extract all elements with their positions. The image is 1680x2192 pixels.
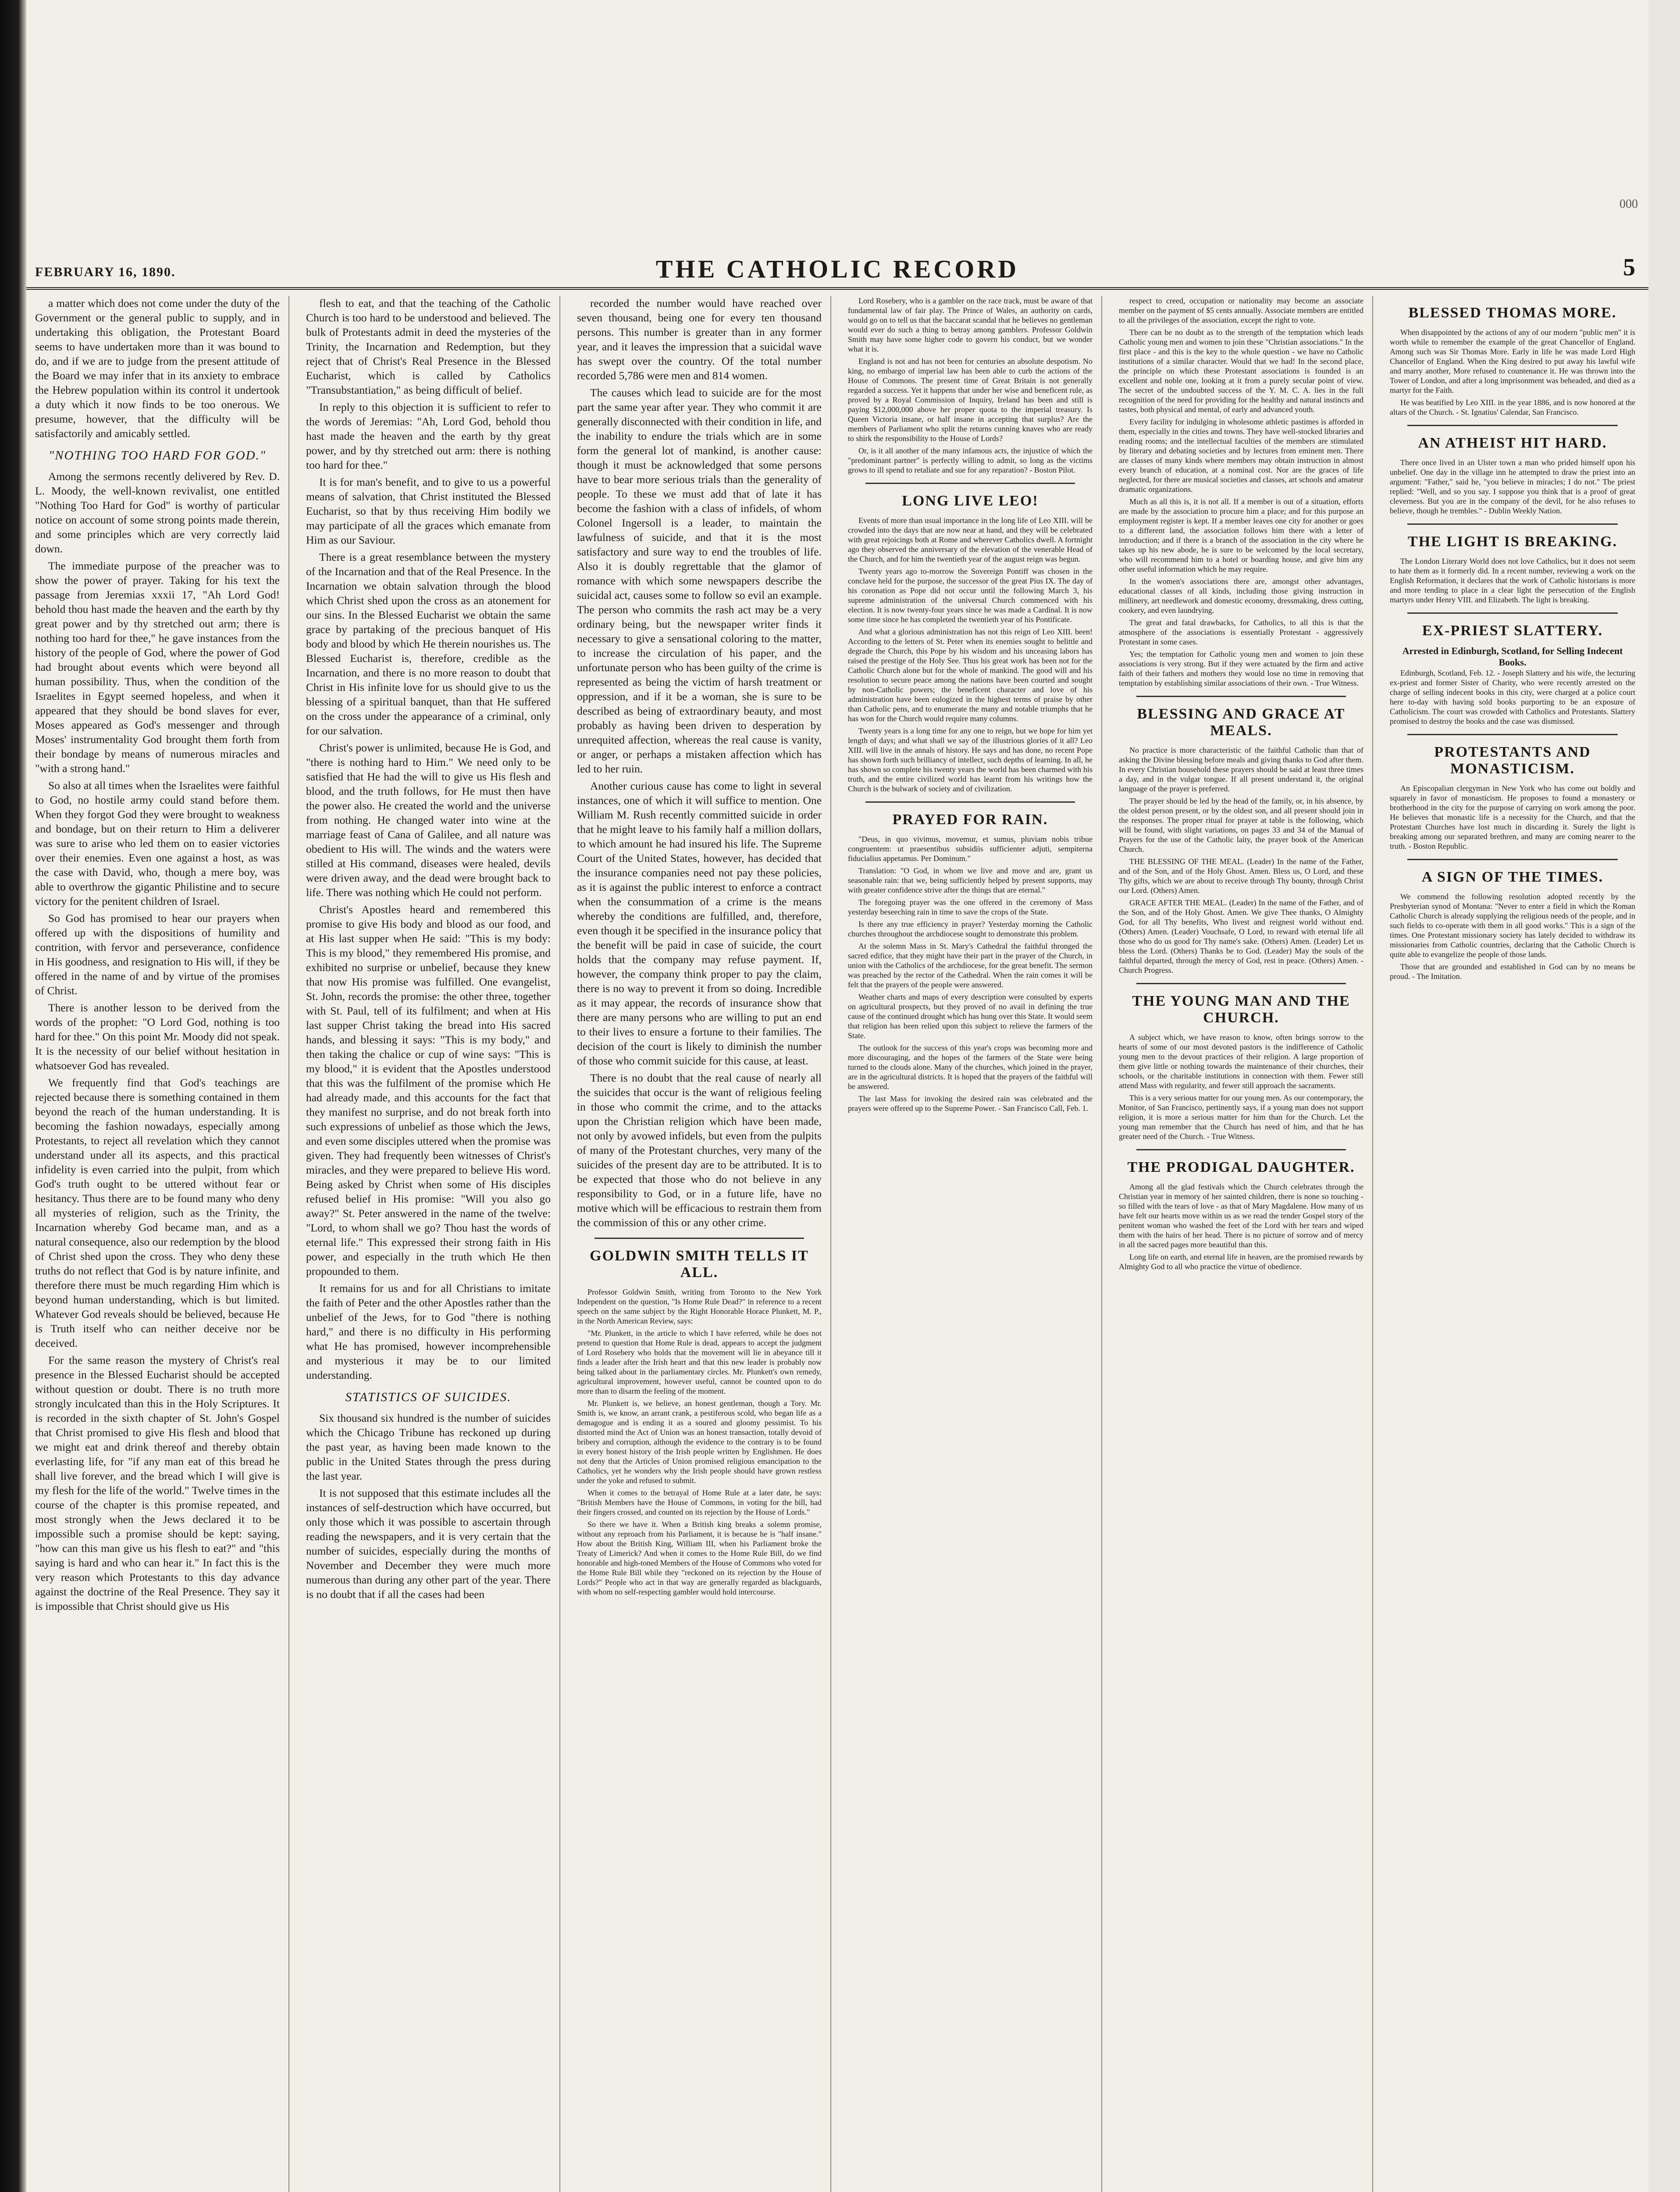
article-paragraph: There once lived in an Ulster town a man who prided himself upon his unbelief. One day in the village inn he attempted to draw the priest into an argument: "Father," said he, "you believe in miracles; I do not." The priest replied: "Well, and so you say. I suppose you think that is a proof of great cleverness. But you are in the company of the devil, for he also refuses to believe, though he trembles." - Dublin Weekly Nation. [1390, 458, 1635, 515]
article-paragraph: There is another lesson to be derived from the words of the prophet: "O Lord God, nothing is too hard for thee." On this point Mr. Moody did not speak. It is the necessity of our belief without hesitation in whatsoever God has revealed. [35, 1001, 280, 1072]
article-paragraph: Lord Rosebery, who is a gambler on the race track, must be aware of that fundamental law of fair play. The Prince of Wales, an authority on cards, would go on to tell us that the baccarat scandal that he believes no gentleman would ever do such a thing to betray among gamblers. Professor Goldwin Smith may have some higher code to govern his conduct, but we wonder what it is. [848, 296, 1093, 353]
newspaper-title: THE CATHOLIC RECORD [655, 255, 1019, 283]
article-paragraph: When disappointed by the actions of any of our modern "public men" it is worth while to remember the example of the great Chancellor of England. Among such was Sir Thomas More. Early in life he was made Lord High Chancellor of England. When the King desired to put away his lawful wife and marry another, More refused to countenance it. He was thrown into the Tower of London, and after a long imprisonment was beheaded, and died as a martyr for the Faith. [1390, 328, 1635, 395]
article-paragraph: The causes which lead to suicide are for the most part the same year after year. They who commit it are generally disconnected with their condition in life, and the inability to endure the trials which are in some form the general lot of mankind, is another cause: though it must be acknowledged that some persons have to bear more serious trials than the generality of people. To these we must add that of late it has become the fashion with a class of infidels, of whom Colonel Ingersoll is a leader, to maintain the lawfulness of suicide, and that it is the most satisfactory and sure way to end the troubles of life. Also it is doubly regrettable that the glamor of romance with which some newspapers describe the suicidal act, causes some to follow so evil an example. The person who commits the rash act may be a very ordinary being, but the newspaper writer finds it necessary to give a sensational coloring to the matter, to increase the circulation of his paper, and the unfortunate person who has been guilty of the crime is represented as being the victim of harsh treatment or oppression, and if it be a woman, she is sure to be described as being of extraordinary beauty, and most probably as having been driven to desperation by unrequited affection, whereas the real cause is vanity, or anger, or perhaps a mistaken affection which has led to her ruin. [577, 386, 822, 775]
article-paragraph: There is a great resemblance between the mystery of the Incarnation and that of the Real Presence. In the Incarnation we obtain salvation through the blood which Christ shed upon the cross as an atonement for our sins. In the Blessed Eucharist we obtain the same grace by partaking of the precious banquet of His body and blood by which He therein nourishes us. The Blessed Eucharist is, therefore, credible as the Incarnation, and there is no more reason to doubt that Christ in His infinite love for us should give to us the blessing of a spiritual banquet, than that He suffered on the cross under the appearance of a criminal, only for our salvation. [306, 551, 551, 737]
article-paragraph: Christ's Apostles heard and remembered this promise to give His body and blood as our food, and at His last supper when He said: "This is my body: This is my blood," they remembered His promise, and exhibited no surprise or unbelief, because they knew that now His promise was fulfilled. One evangelist, St. John, records the promise: the other three, together with St. Paul, tell of its fulfilment; and when at His last supper Christ taking the bread into His sacred hands, and blessing it says: "This is my body," and then taking the chalice or cup of wine says: "This is my blood," it is evident that the Apostles understood that this was the fulfilment of the promise which He had already made, and this accounts for the fact that they manifest no surprise, and do not break forth into such expressions of unbelief as those which the Jews, and even some disciples uttered when the promise was given. They had frequently been witnesses of Christ's miracles, and they were prepared to believe His word. Being asked by Christ when some of His disciples refused belief in His promise: "Will you also go away?" St. Peter answered in the name of the twelve: "Lord, to whom shall we go? Thou hast the words of eternal life." This expressed their strong faith in His power, and especially in the truth which He then propounded to them. [306, 903, 551, 1277]
article-paragraph: "Mr. Plunkett, in the article to which I have referred, while he does not pretend to question that Home Rule is dead, appears to accept the judgment of Lord Rosebery who holds that the movement will lie in abeyance till it finds a leader after the Irish heart and that this new leader is probably now being talked about in the parliamentary circles. Mr. Plunkett's own remedy, agricultural improvement, however useful, cannot be counted upon to do more than to disarm the feeling of the moment. [577, 1329, 822, 1395]
article-paragraph: Yes; the temptation for Catholic young men and women to join these associations is very strong. But if they were actuated by the firm and active faith of their fathers and mothers they would lose no time in removing that temptation by establishing similar associations of their own. - True Witness. [1119, 650, 1363, 687]
article-paragraph: The foregoing prayer was the one offered in the ceremony of Mass yesterday beseeching rain in time to save the crops of the State. [848, 898, 1093, 916]
column-6 [1385, 296, 1644, 2192]
article-paragraph: Six thousand six hundred is the number of suicides which the Chicago Tribune has reckoned up during the past year, as having been made known to the public in the United States through the press during the last year. [306, 1412, 551, 1482]
article-paragraph: The immediate purpose of the preacher was to show the power of prayer. Taking for his text the passage from Jeremias xxxii 17, "Ah Lord God! behold thou hast made the heaven and the earth by thy great power and by thy stretched out arm; there is nothing too hard for thee," he gave instances from the history of the people of God, where the power of God had brought about events which were beyond all human possibility. Thus, when the condition of the Israelites in Egypt seemed hopeless, and when it appeared that they should be bond slaves for ever, Moses appeared as God's messenger and through Moses' instrumentality God brought them forth from their bondage by means of numerous miracles and "with a strong hand." [35, 559, 280, 775]
article-headline: BLESSED THOMAS MORE. [1408, 305, 1617, 321]
article-headline: A SIGN OF THE TIMES. [1421, 869, 1604, 885]
article-paragraph: The great and fatal drawbacks, for Catholics, to all this is that the atmosphere of the associations is essentially Protestant - aggressively Protestant in some cases. [1119, 618, 1363, 646]
article-paragraph: This is a very serious matter for our young men. As our contemporary, the Monitor, of San Francisco, pertinently says, if a young man does not support religion, it is more a serious matter for him than for the Church. Let the young man remember that the Church has need of him, and that he has greater need of the Church. - True Witness. [1119, 1093, 1363, 1141]
issue-date: FEBRUARY 16, 1890. [35, 265, 176, 279]
article-paragraph: In the women's associations there are, amongst other advantages, educational classes of all kinds, including those giving instruction in millinery, art needlework and domestic economy, dressmaking, dress cutting, cookery, and even laundrying. [1119, 577, 1363, 615]
section-divider [1407, 612, 1618, 614]
article-paragraph: Or, is it all another of the many infamous acts, the injustice of which the "predominant partner" is perfectly willing to admit, so long as the victims grows to ill spend to retaliate and sue for any reparation? - Boston Pilot. [848, 446, 1093, 474]
masthead [26, 246, 1648, 290]
article-paragraph: Among all the glad festivals which the Church celebrates through the Christian year in memory of her sainted children, there is none so touching - so filled with the tears of love - as that of Mary Magdalene. How many of us have felt our hearts move within us as we read the tender Gospel story of the penitent woman who washed the feet of the Lord with her tears and wiped them with the hairs of her head. There is no picture of sorrow and of mercy in all the sacred pages more beautiful than this. [1119, 1182, 1363, 1249]
article-headline: STATISTICS OF SUICIDES. [345, 1390, 512, 1404]
article-headline: THE LIGHT IS BREAKING. [1408, 534, 1617, 550]
article-headline: PRAYED FOR RAIN. [892, 811, 1048, 828]
article-paragraph: Weather charts and maps of every description were consulted by experts on agricultural prospects, but they proved of no avail in defining the true cause of the continued drought which has hung over this State. It would seem that religion has been relied upon this subject to relieve the farmers of the State. [848, 993, 1093, 1040]
article-headline: THE YOUNG MAN AND THE CHURCH. [1132, 993, 1350, 1026]
article-paragraph: flesh to eat, and that the teaching of the Catholic Church is too hard to be understood and believed. The bulk of Protestants admit in deed the mysteries of the Trinity, the Incarnation and Redemption, but they reject that of Christ's Real Presence in the Blessed Eucharist, which is called by Catholics "Transubstantiation," as being difficult of belief. [306, 297, 551, 396]
column-4 [844, 296, 1102, 2192]
article-paragraph: For the same reason the mystery of Christ's real presence in the Blessed Eucharist should be accepted without question or doubt. There is no truth more strongly inculcated than this in the Holy Scriptures. It is recorded in the sixth chapter of St. John's Gospel that Christ promised to give His flesh and blood that we might eat and drink thereof and thereby obtain everlasting life, for "if any man eat of this bread he shall live forever, and the bread which I will give is my flesh for the life of the world." Twelve times in the course of the chapter is this promise repeated, and most strongly when the Jews declared it to be impossible such a promise should be kept: saying, "how can this man give us his flesh to eat?" and "this saying is hard and who can hear it." In fact this is the very reason which Protestants to this day advance against the doctrine of the Real Presence. They say it is impossible that Christ should give us His [35, 1354, 280, 1612]
article-paragraph: There can be no doubt as to the strength of the temptation which leads Catholic young men and women to join these "Christian associations." In the first place - and this is the key to the whole question - we have no Catholic institutions of a similar character. Would that we had! In the second place, the principle on which these Protestant associations is founded is an excellent and noble one, looking at it from a purely secular point of view. The secret of the undoubted success of the Y. M. C. A. lies in the full recognition of the need for providing for the healthy and natural instincts and tastes, both physical and mental, of early and advanced youth. [1119, 328, 1363, 414]
corner-mark: 000 [1619, 197, 1638, 211]
article-paragraph: We commend the following resolution adopted recently by the Presbyterian synod of Montana: "Never to enter a field in which the Roman Catholic Church is already supplying the religious needs of the people, and in such fields to co-operate with them in all good works." This is a sign of the times. One Protestant missionary society has lately decided to withdraw its missionaries from Catholic countries, declaring that the Catholic Church is quite able to evangelize the people of those lands. [1390, 892, 1635, 959]
article-paragraph: "Deus, in quo vivimus, movemur, et sumus, pluviam nobis tribue congruentem: ut praesentibus subsidiis sufficienter adjuti, sempiterna fiducialius appetamus. Per Dominum." [848, 835, 1093, 863]
article-paragraph: No practice is more characteristic of the faithful Catholic than that of asking the Divine blessing before meals and giving thanks to God after them. In every Christian household these prayers should be said at least three times a day, and in the vulgar tongue. If all present understand it, the original language of the prayer is preferred. [1119, 746, 1363, 793]
article-paragraph: The London Literary World does not love Catholics, but it does not seem to hate them as it formerly did. In a recent number, reviewing a work on the English Reformation, it declares that the work of Catholic historians is more and more tending to place in a clear light the persecution of the English martyrs under Henry VIII. and Elizabeth. The light is breaking. [1390, 557, 1635, 604]
article-paragraph: England is not and has not been for centuries an absolute despotism. No king, no embargo of imperial law has been able to curb the actions of the House of Commons. The present time of Great Britain is not generally regarded a success. Yet it happens that under her wise and beneficent rule, as proved by a Royal Commission of Inquiry, Ireland has been and still is paying $12,000,000 above her proper quota to the imperial treasury. Is Queen Victoria insane, or half insane in accepting that surplus? Are the members of Parliament who split the returns cunning knaves who are ready to shirk the responsibility to the House of Lords? [848, 357, 1093, 443]
article-paragraph: THE BLESSING OF THE MEAL. (Leader) In the name of the Father, and of the Son, and of the Holy Ghost. Amen. Bless us, O Lord, and these Thy gifts, which we are about to receive through Thy bounty, through Christ our Lord. (Others) Amen. [1119, 857, 1363, 895]
article-subheadline: Arrested in Edinburgh, Scotland, for Selling Indecent Books. [1402, 645, 1623, 668]
page-number: 5 [1623, 254, 1635, 281]
article-paragraph: A subject which, we have reason to know, often brings sorrow to the hearts of some of our most devoted pastors is the indifference of Catholic young men to the devout practices of their religion. A large proportion of them give little or nothing towards the maintenance of their churches, their schools, or the charitable institutions in connection with them. Fewer still attend Mass with regularity, and fewer still approach the sacraments. [1119, 1033, 1363, 1090]
section-divider [1407, 859, 1618, 860]
article-headline: "NOTHING TOO HARD FOR GOD." [49, 448, 266, 463]
article-columns [31, 296, 1644, 2192]
article-paragraph: He was beatified by Leo XIII. in the year 1886, and is now honored at the altars of the Church. - St. Ignatius' Calendar, San Francisco. [1390, 398, 1635, 416]
section-divider [1136, 983, 1346, 984]
article-paragraph: It is for man's benefit, and to give to us a powerful means of salvation, that Christ instituted the Blessed Eucharist, so that by thus receiving Him bodily we may participate of all the graces which emanate from Him as our Saviour. [306, 476, 551, 546]
article-paragraph: So there we have it. When a British king breaks a solemn promise, without any reproach from his Parliament, it is because he is "half insane." How about the British King, William III, when his Parliament broke the Treaty of Limerick? And when it comes to the Home Rule Bill, do we find honorable and high-toned Members of the House of Commons who voted for the Home Rule Bill while they "reckoned on its rejection by the House of Lords?" People who act in that way are generally regarded as blackguards, with whom no self-respecting gambler would hold intercourse. [577, 1520, 822, 1596]
article-paragraph: And what a glorious administration has not this reign of Leo XIII. been! According to the letters of St. Peter when its enemies sought to belittle and degrade the Church, this Pope by his wisdom and his unceasing labors has raised the prestige of the Holy See. Thus his great work has been not for the Catholic Church alone but for the whole of mankind. The good will and his resolution to secure peace among the nations have been courted and sought by non-Catholic powers; the beneficent character and love of his administration have been eulogized in the highest terms of praise by other than Catholic pens, and to enumerate the many and notable triumphs that he has won for the Church would require many columns. [848, 627, 1093, 723]
article-headline: AN ATHEIST HIT HARD. [1418, 435, 1607, 451]
newspaper-page [26, 0, 1648, 2192]
article-paragraph: Professor Goldwin Smith, writing from Toronto to the New York Independent on the question, "Is Home Rule Dead?" in reference to a recent speech on the same subject by the Right Honorable Horace Plunkett, M. P., in the North American Review, says: [577, 1288, 822, 1325]
article-paragraph: We frequently find that God's teachings are rejected because there is something contained in them beyond the reach of the human understanding. It is becoming the fashion nowadays, especially among Protestants, to reject all revelation which they cannot understand under all its aspects, and this practical infidelity is even carried into the pulpit, from which God's truth ought to be uttered without fear or hesitancy. Thus there are to be found many who deny all mysteries of religion, such as the Trinity, the Incarnation whereby God became man, and as a natural consequence, also our redemption by the blood of Christ shed upon the cross. They who deny these truths do not reflect that God is by nature infinite, and therefore there must be much regarding Him which is beyond human understanding, which is but limited. Whatever God reveals should be believed, because He is Truth itself who can neither deceive nor be deceived. [35, 1076, 280, 1349]
article-headline: LONG LIVE LEO! [902, 493, 1039, 509]
article-paragraph: recorded the number would have reached over seven thousand, being one for every ten thousand persons. This number is greater than in any former year, and it leaves the impression that a suicidal wave has swept over the country. Of the total number recorded 5,786 were men and 814 women. [577, 297, 822, 382]
article-paragraph: So God has promised to hear our prayers when offered up with the dispositions of humility and contrition, with fervor and perseverance, confidence in His goodness, and resignation to His will, if they be offered in the name of and by virtue of the promises of Christ. [35, 912, 280, 997]
section-divider [594, 1238, 804, 1239]
article-paragraph: The outlook for the success of this year's crops was becoming more and more discouraging, and the hopes of the farmers of the State were being turned to the clouds alone. Many of the churches, which joined in the prayer, are in the agricultural districts. It is hoped that the prayers of the faithful will be answered. [848, 1043, 1093, 1091]
article-headline: EX-PRIEST SLATTERY. [1422, 623, 1603, 639]
article-paragraph: Translation: "O God, in whom we live and move and are, grant us seasonable rain: that we, being sufficiently helped by present supports, may with greater confidence strive after the things that are eternal." [848, 866, 1093, 894]
article-headline: GOLDWIN SMITH TELLS IT ALL. [590, 1248, 809, 1281]
article-paragraph: There is no doubt that the real cause of nearly all the suicides that occur is the want of religious feeling in those who commit the crime, and to the attacks upon the Christian religion which have been made, not only by avowed infidels, but even from the pulpits of many of the Protestant churches, very many of the suicides of the present day are to be attributed. It is to be expected that those who do not believe in any responsibility to God, or in a future life, have no motive which will be efficacious to restrain them from the commission of this or any other crime. [577, 1071, 822, 1229]
article-paragraph: Edinburgh, Scotland, Feb. 12. - Joseph Slattery and his wife, the lecturing ex-priest and former Sister of Charity, who were recently arrested on the charge of selling indecent books in this city, were charged at a police court here to-day with having sold books purporting to be an exposure of Catholicism. The court was crowded with Catholics and Protestants. Slattery promised to destroy the books and the case was dismissed. [1390, 669, 1635, 726]
column-1 [31, 296, 289, 2192]
article-paragraph: Much as all this is, it is not all. If a member is out of a situation, efforts are made by the association to procure him a place; and for this purpose an employment register is kept. If a member leaves one city for another or goes to a different land, the association follows him there with a letter of introduction; and if there is a branch of the association in the city where he takes up his new abode, he is sure to be welcomed by the local secretary, who will recommend him to a hotel or boarding house, and give him any other useful information which he may require. [1119, 497, 1363, 573]
article-paragraph: a matter which does not come under the duty of the Government or the general public to supply, and in undertaking this obligation, the Protestant Board seems to have undertaken more than it was bound to do, and if we are to judge from the present attitude of the Board we may infer that in its anxiety to embrace the Hebrew population within its control it undertook a duty which it now finds to be too onerous. We presume, however, that the difficulty will be satisfactorily and amicably settled. [35, 297, 280, 440]
article-headline: THE PRODIGAL DAUGHTER. [1127, 1159, 1355, 1175]
article-paragraph: Twenty years ago to-morrow the Sovereign Pontiff was chosen in the conclave held for the purpose, the successor of the great Pius IX. The day of his coronation as Pope did not occur until the following March 3, his supreme administration of the universal Church commenced with his election. It is now twenty-four years since he was made a Cardinal. It is now some time since he has completed the twentieth year of his Pontificate. [848, 567, 1093, 624]
article-paragraph: So also at all times when the Israelites were faithful to God, no hostile army could stand before them. When they forgot God they were brought to weakness and bondage, but on their return to Him a deliverer was sure to arise who led them on to easier victories over their enemies. Even one against a host, as was the case with David, who, though a mere boy, was able to overthrow the gigantic Philistine and to secure victory for the penitent children of Israel. [35, 779, 280, 907]
article-paragraph: Another curious cause has come to light in several instances, one of which it will suffice to mention. One William M. Rush recently committed suicide in order that he might leave to his family half a million dollars, to which amount he had insured his life. The Supreme Court of the United States, however, has decided that the insurance companies need not pay these policies, as it is against the public interest to enforce a contract when the consummation of a crime is the means whereby the conditions are fulfilled, and, therefore, even though it be specified in the insurance policy that the benefit will be paid in case of suicide, the court holds that the company may refuse payment. If, however, the company think proper to pay the claim, there is no way to prevent it from so doing. Incredible as it may appear, the records of insurance show that there are many persons who are willing to put an end to their lives to ensure a fortune to their families. The decision of the court is likely to diminish the number of those who commit suicide for this cause, at least. [577, 779, 822, 1067]
article-paragraph: Christ's power is unlimited, because He is God, and "there is nothing hard to Him." We need only to be satisfied that He had the will to give us His flesh and blood, and the truth follows, for He must then have the power also. He created the world and the universe from nothing. He changed water into wine at the marriage feast of Cana of Galilee, and all nature was obedient to His will. The winds and the waters were stilled at His command, diseases were healed, devils were driven away, and the dead were brought back to life. There was nothing which He could not perform. [306, 741, 551, 899]
article-paragraph: Those that are grounded and established in God can by no means be proud. - The Imitation. [1390, 962, 1635, 981]
article-paragraph: It remains for us and for all Christians to imitate the faith of Peter and the other Apostles rather than the unbelief of the Jews, for to God "there is nothing hard," and there is no difficulty in His performing what He has promised, however incomprehensible and mysterious it may be to our limited understanding. [306, 1282, 551, 1381]
section-divider [1407, 523, 1618, 525]
article-paragraph: In reply to this objection it is sufficient to refer to the words of Jeremias: "Ah, Lord God, behold thou hast made the heaven and the earth by thy great power, and by thy stretched out arm: there is nothing too hard for thee." [306, 401, 551, 471]
article-paragraph: The prayer should be led by the head of the family, or, in his absence, by the oldest person present, or by the oldest son, and all present should join in the responses. The proper ritual for prayer at table is the following, which will be found, with slight variations, on pages 33 and 34 of the Manual of Prayers for the use of the Catholic laity, the prayer book of the American Church. [1119, 797, 1363, 854]
column-3 [573, 296, 831, 2192]
scan-edge [0, 0, 26, 2192]
column-5 [1114, 296, 1373, 2192]
article-paragraph: Every facility for indulging in wholesome athletic pastimes is afforded in them, especially in the cities and towns. They have well-stocked libraries and reading rooms; and the intellectual faculties of the members are stimulated by literary and debating societies and by lectures from eminent men. There are classes of many kinds where members may obtain instruction in almost every branch of education, at a nominal cost. Nor are the graces of life neglected, for there are musical societies and classes, art schools and amateur dramatic organizations. [1119, 417, 1363, 494]
article-paragraph: respect to creed, occupation or nationality may become an associate member on the payment of $5 cents annually. Associate members are entitled to all the privileges of the association, except the right to vote. [1119, 296, 1363, 324]
column-2 [302, 296, 560, 2192]
section-divider [1407, 425, 1618, 426]
article-headline: PROTESTANTS AND MONASTICISM. [1434, 744, 1591, 777]
article-paragraph: Mr. Plunkett is, we believe, an honest gentleman, though a Tory. Mr. Smith is, we know, an arrant crank, a pestiferous scold, who began life as a demagogue and is ending it as a soured and gloomy pessimist. To his distorted mind the Act of Union was an honest transaction, totally devoid of bribery and corruption, although the evidence to the contrary is to be found in every honest history of the Irish people written by Englishmen. He does not deny that the Articles of Union promised religious emancipation to the Catholics, yet he wonders why the Irish people should have grown restless under the yoke and refused to submit. [577, 1399, 822, 1485]
article-paragraph: GRACE AFTER THE MEAL. (Leader) In the name of the Father, and of the Son, and of the Holy Ghost. Amen. We give Thee thanks, O Almighty God, for all Thy benefits, Who livest and reignest world without end. (Others) Amen. (Leader) Vouchsafe, O Lord, to reward with eternal life all those who do us good for Thy name's sake. (Others) Amen. (Leader) Let us bless the Lord. (Others) Thanks be to God. (Leader) May the souls of the faithful departed, through the mercy of God, rest in peace. (Others) Amen. - Church Progress. [1119, 898, 1363, 975]
section-divider [865, 483, 1075, 484]
article-paragraph: At the solemn Mass in St. Mary's Cathedral the faithful thronged the sacred edifice, that they might have their part in the prayer of the Church, in union with the Catholics of the archdiocese, for the great benefit. The sermon was preached by the rector of the Cathedral. When the rain comes it will be felt that the prayers of the people were answered. [848, 942, 1093, 989]
article-paragraph: Among the sermons recently delivered by Rev. D. L. Moody, the well-known revivalist, one entitled "Nothing Too Hard for God" is worthy of particular notice on account of some strong points made therein, and some principles which are very correctly laid down. [35, 470, 280, 555]
article-paragraph: The last Mass for invoking the desired rain was celebrated and the prayers were offered up to the Supreme Power. - San Francisco Call, Feb. 1. [848, 1094, 1093, 1113]
article-paragraph: An Episcopalian clergyman in New York who has come out boldly and squarely in favor of monasticism. He proposes to found a monastery or brotherhood in the city for the purpose of carrying on work among the poor. He believes that monastic life is a necessity for the Church, and that the Protestant Churches have lost much in discarding it. Surely the light is breaking among our separated brethren, and many are coming nearer to the truth. - Boston Republic. [1390, 784, 1635, 850]
section-divider [1407, 734, 1618, 735]
article-paragraph: Is there any true efficiency in prayer? Yesterday morning the Catholic churches throughout the archdiocese sought to demonstrate this problem. [848, 920, 1093, 938]
article-paragraph: Long life on earth, and eternal life in heaven, are the promised rewards by Almighty God to all who practice the virtue of obedience. [1119, 1253, 1363, 1271]
article-paragraph: Events of more than usual importance in the long life of Leo XIII. will be crowded into the days that are now near at hand, and they will be celebrated with great rejoicings both at Rome and wherever Catholics dwell. A fortnight ago they observed the anniversary of the elevation of the venerable Head of the Church, and for him the twentieth year of the august reign was begun. [848, 516, 1093, 563]
section-divider [865, 801, 1075, 803]
article-paragraph: It is not supposed that this estimate includes all the instances of self-destruction which have occurred, but only those which it was possible to ascertain through reading the newspapers, and it is very certain that the number of suicides, especially during the months of November and December they were much more numerous than during any other part of the year. There is no doubt that if all the cases had been [306, 1487, 551, 1601]
article-headline: BLESSING AND GRACE AT MEALS. [1137, 706, 1345, 739]
section-divider [1136, 1149, 1346, 1150]
article-paragraph: When it comes to the betrayal of Home Rule at a later date, he says: "British Members have the House of Commons, in voting for the bill, had their fingers crossed, and counted on its rejection by the House of Lords." [577, 1488, 822, 1516]
article-paragraph: Twenty years is a long time for any one to reign, but we hope for him yet length of days; and what shall we say of the illustrious glories of it all? Leo XIII. will live in the annals of history. He says and has done, no recent Pope has shown forth such brilliancy of intellect, such depths of learning. In all, he has shown so complete his twenty years the world has been charmed with his truth, and the entire civilized world has learnt from his writings how the Church is the bulwark of society and of civilization. [848, 726, 1093, 793]
section-divider [1136, 696, 1346, 697]
